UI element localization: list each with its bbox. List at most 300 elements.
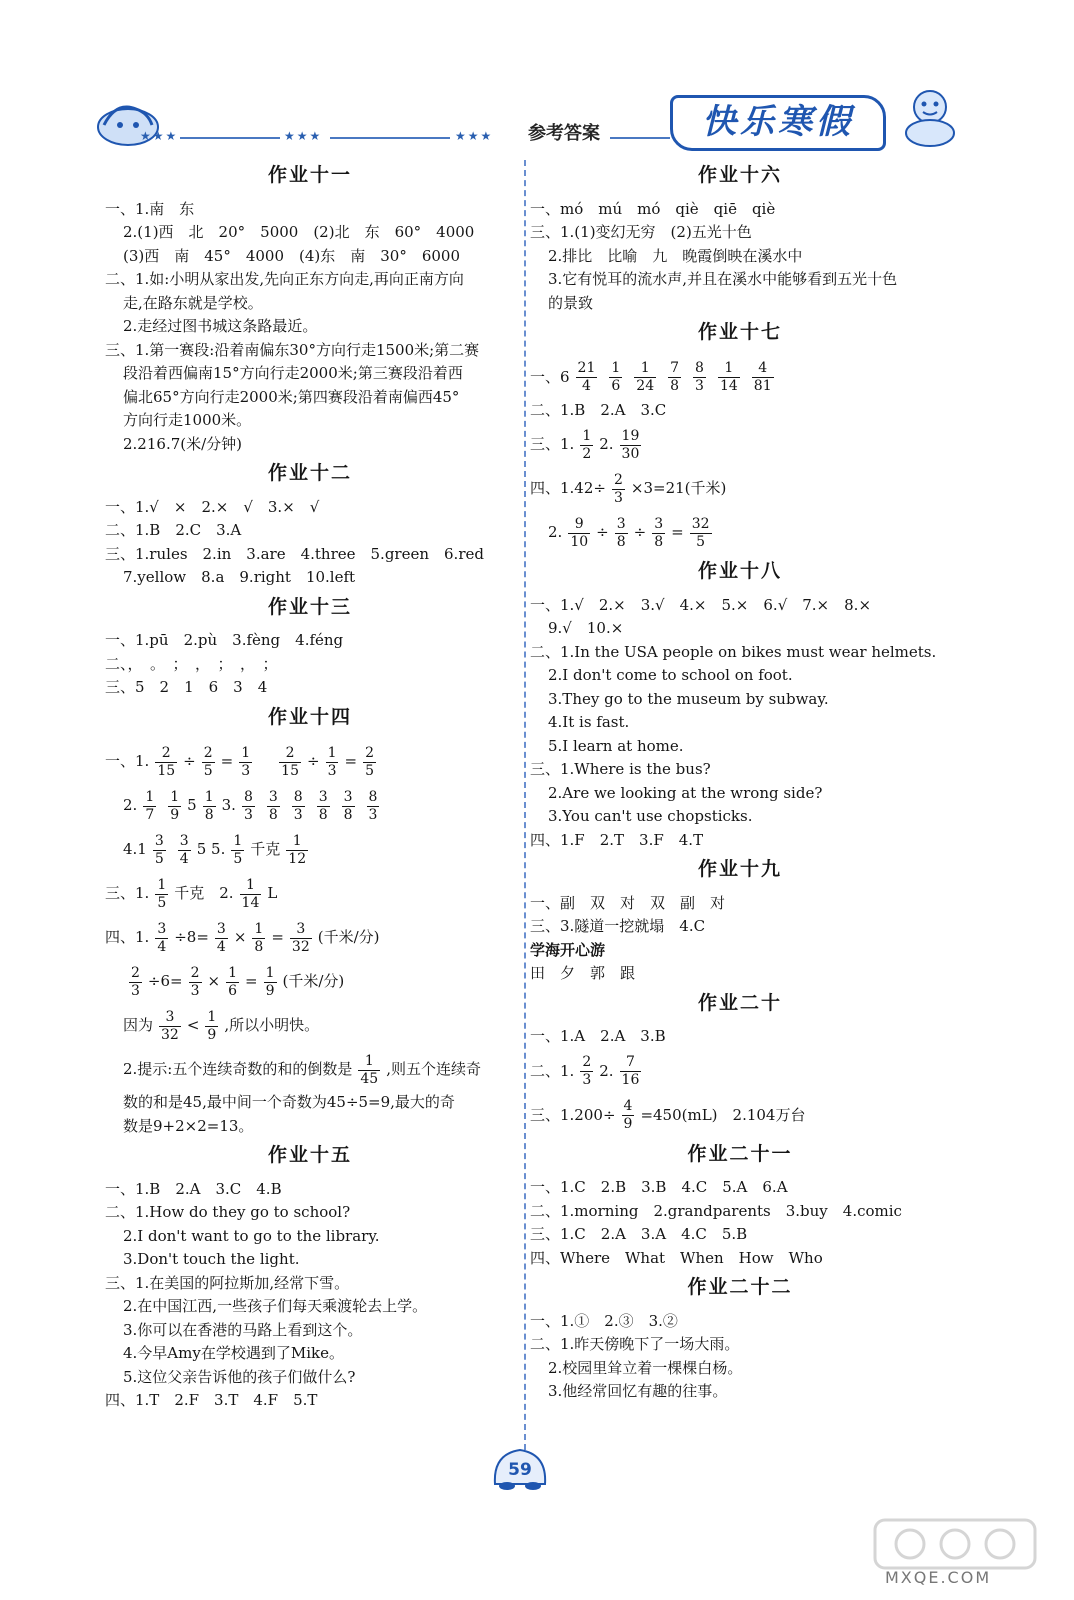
answer-line: 田 夕 郭 跟 (530, 964, 636, 982)
answer-text: 四、1.42÷ (530, 479, 606, 497)
section-title: 作业十三 (267, 595, 352, 618)
section-title: 作业二十二 (687, 1276, 793, 1298)
denominator: 8 (254, 938, 264, 955)
answer-line: 三、1.在美国的阿拉斯加,经常下雪。 (105, 1273, 350, 1292)
section-homework-16 (530, 164, 950, 315)
numerator: 4 (752, 360, 774, 378)
header-rule (610, 137, 670, 139)
fraction (242, 789, 255, 824)
operator: ÷ (183, 752, 196, 770)
answer-line: 3.它有悦耳的流水声,并且在溪水中能够看到五光十色 (548, 270, 898, 288)
answer-line: 的景致 (548, 293, 594, 312)
answer-line: 四、Where What When How Who (530, 1248, 823, 1267)
denominator: 3 (695, 378, 704, 394)
fraction (240, 877, 262, 912)
numerator: 2 (365, 744, 374, 761)
fraction (317, 789, 330, 824)
item-label: 5. (211, 840, 226, 858)
section-homework-22 (530, 1276, 950, 1404)
answer-line: 2.排比 比喻 九 晚霞倒映在溪水中 (548, 246, 803, 265)
denominator: 3 (327, 762, 337, 779)
denominator: 8 (654, 533, 664, 550)
numerator: 1 (207, 1008, 217, 1025)
fraction (264, 965, 277, 1000)
answer-line: 4.今早Amy在学校遇到了Mike。 (123, 1344, 344, 1362)
fraction-line (105, 739, 515, 783)
numerator: 4 (623, 1098, 633, 1114)
item-label: 三、1. (530, 435, 575, 453)
numerator: 1 (358, 1053, 380, 1071)
fraction (668, 360, 681, 395)
fraction (690, 516, 712, 551)
numerator: 2 (582, 1054, 592, 1070)
denominator: 24 (636, 378, 655, 394)
fraction (155, 745, 177, 780)
answer-line: 2.I don't come to school on foot. (548, 666, 793, 684)
numerator: 3 (216, 920, 226, 937)
denominator: 15 (157, 762, 176, 779)
denominator: 9 (623, 1116, 633, 1132)
operator: < (186, 1016, 200, 1034)
answer-text: =450(mL) 2.104万台 (640, 1105, 806, 1124)
operator: = (220, 752, 234, 770)
fraction (363, 745, 376, 780)
section-title: 作业二十一 (687, 1142, 793, 1165)
answer-line: 3.他经常回忆有趣的往事。 (548, 1382, 728, 1400)
fraction (215, 921, 228, 956)
answer-line: 一、mó mú mó qiè qiē qiè (530, 199, 776, 218)
item-label: 2. (599, 435, 614, 453)
denominator: 14 (241, 894, 260, 911)
answer-line: 2.(1)西 北 20° 5000 (2)北 东 60° 4000 (123, 223, 475, 241)
numerator: 2 (190, 964, 200, 981)
fraction (189, 965, 202, 1000)
fraction (609, 360, 622, 395)
numerator: 8 (695, 360, 704, 376)
denominator: 5 (157, 894, 167, 911)
numerator: 2 (131, 964, 140, 981)
section-homework-12 (105, 462, 515, 590)
numerator: 7 (670, 360, 680, 376)
numerator: 2 (613, 471, 623, 488)
denominator: 45 (360, 1070, 379, 1087)
denominator: 2 (582, 445, 592, 462)
fraction (718, 360, 740, 395)
answer-text: 三、1.200÷ (530, 1105, 616, 1124)
section-title: 作业十八 (697, 560, 782, 582)
section-title: 作业十五 (267, 1144, 352, 1166)
item-label: 2. (599, 1061, 614, 1080)
denominator: 8 (616, 533, 626, 550)
fraction (580, 428, 593, 463)
answer-line: 3.你可以在香港的马路上看到这个。 (123, 1320, 363, 1339)
operator: = (245, 972, 258, 990)
denominator: 30 (621, 445, 640, 462)
answer-text: 因为 (123, 1016, 154, 1034)
fraction (202, 745, 215, 780)
numerator: 7 (620, 1054, 642, 1072)
numerator: 1 (157, 876, 167, 893)
fraction (153, 833, 166, 868)
fraction (367, 789, 380, 824)
denominator: 32 (161, 1026, 179, 1043)
numerator: 3 (157, 920, 167, 937)
answer-line: 一、副 双 对 双 副 对 (530, 893, 726, 912)
answer-line: 段沿着西偏南15°方向行走2000米;第三赛段沿着西 (123, 364, 463, 382)
numerator: 32 (691, 515, 710, 532)
brand-logo: 快乐寒假 (670, 95, 886, 151)
numerator: 1 (240, 877, 262, 895)
answer-line: 一、1.南 东 (105, 199, 195, 218)
denominator: 3 (243, 806, 253, 823)
fraction (155, 877, 168, 912)
item-label: 一、1. (105, 752, 150, 770)
answer-value: 一、6 (530, 367, 570, 386)
item-label: 三、1. (105, 884, 150, 902)
answer-line: 2.I don't want to go to the library. (123, 1226, 380, 1245)
answer-line: 二、1.B 2.A 3.C (530, 400, 667, 419)
operator: ÷ (306, 752, 320, 770)
section-homework-19 (530, 858, 950, 986)
unit: (千米/分) (317, 928, 380, 946)
denominator: 7 (145, 806, 155, 823)
answer-line: 学海开心游 (530, 940, 606, 959)
answer-value: 4.1 (123, 840, 147, 858)
page-number: 59 (508, 1460, 532, 1480)
numerator: 8 (368, 788, 378, 805)
answer-line: 二、， 。 ； ， ； ， ； (105, 654, 278, 673)
answer-line: 9.√ 10.× (548, 619, 624, 637)
answer-line: 数是9+2×2=13。 (123, 1116, 254, 1135)
answer-line: 二、1.B 2.C 3.A (105, 521, 242, 539)
numerator: 2 (155, 745, 177, 763)
answer-line: 二、1.How do they go to school? (105, 1203, 351, 1221)
fraction (168, 789, 181, 824)
fraction (752, 360, 774, 395)
denominator: 3 (131, 982, 140, 999)
answer-line: 2.在中国江西,一些孩子们每天乘渡轮去上学。 (123, 1297, 428, 1315)
item-label: 3. (221, 796, 236, 814)
snowman-mascot-icon (895, 85, 965, 147)
answer-line: 三、1.Where is the bus? (530, 760, 711, 778)
numerator: 1 (611, 360, 621, 376)
fraction (652, 516, 665, 551)
denominator: 12 (288, 850, 307, 867)
numerator: 3 (268, 788, 278, 805)
fraction-line (105, 1003, 515, 1047)
right-column (530, 158, 950, 1404)
denominator: 3 (613, 489, 623, 506)
fraction (622, 1098, 635, 1133)
answer-line: 三、1.C 2.A 3.A 4.C 5.B (530, 1225, 748, 1243)
fraction (159, 1009, 181, 1044)
denominator: 9 (170, 806, 180, 823)
numerator: 1 (228, 964, 238, 981)
numerator: 1 (327, 744, 337, 761)
answer-line: 3.You can't use chopsticks. (548, 807, 753, 825)
answer-line: 5.I learn at home. (548, 736, 684, 755)
answer-text: ,则五个连续奇 (386, 1060, 481, 1078)
operator: = (271, 928, 284, 946)
answer-line: 一、1.① 2.③ 3.② (530, 1311, 678, 1330)
denominator: 5 (696, 533, 706, 550)
star-ornament-icon: ★★★ (284, 129, 323, 143)
fraction-line (105, 915, 515, 959)
numerator: 1 (265, 964, 275, 981)
page-header (70, 85, 970, 155)
section-homework-20 (530, 992, 950, 1137)
fraction (279, 745, 301, 780)
fraction (231, 833, 244, 868)
section-homework-15 (105, 1144, 515, 1413)
fraction (326, 745, 339, 780)
star-ornament-icon: ★★★ (455, 129, 494, 143)
section-homework-17 (530, 321, 950, 554)
fraction (205, 1009, 218, 1044)
operator: ÷6= (147, 972, 183, 990)
numerator: 19 (621, 427, 640, 444)
numerator: 1 (170, 788, 180, 805)
answer-text: ,所以小明快。 (224, 1016, 320, 1034)
unit: L (267, 884, 278, 902)
operator: = (671, 523, 684, 541)
answer-line: 2.校园里耸立着一棵棵白杨。 (548, 1358, 743, 1377)
numerator: 9 (568, 516, 590, 534)
left-column (105, 158, 515, 1413)
numerator: 1 (254, 920, 264, 937)
fraction (580, 1054, 593, 1089)
denominator: 9 (207, 1026, 217, 1043)
page-number-badge (485, 1442, 555, 1492)
numerator: 3 (343, 788, 353, 805)
answer-line: 四、1.T 2.F 3.T 4.F 5.T (105, 1391, 318, 1409)
numerator: 2 (203, 744, 213, 761)
denominator: 3 (582, 1072, 592, 1088)
denominator: 15 (281, 762, 299, 779)
answer-line: 三、1.rules 2.in 3.are 4.three 5.green 6.red (105, 544, 484, 563)
answer-line: 7.yellow 8.a 9.right 10.left (123, 568, 356, 586)
fraction (252, 921, 265, 956)
denominator: 3 (190, 982, 200, 999)
answer-line: 一、1.B 2.A 3.C 4.B (105, 1179, 282, 1198)
numerator: 3 (290, 921, 312, 939)
fraction-line (530, 422, 950, 466)
section-title: 作业十一 (267, 164, 352, 186)
denominator: 8 (343, 806, 353, 823)
fraction (612, 472, 625, 507)
answer-line: 2.216.7(米/分钟) (123, 434, 243, 453)
fraction-line (530, 466, 950, 510)
answer-line: 二、1.In the USA people on bikes must wear helmets. (530, 642, 937, 661)
denominator: 5 (203, 762, 213, 779)
fraction (203, 789, 216, 824)
denominator: 9 (265, 982, 275, 999)
denominator: 8 (268, 806, 278, 823)
numerator: 3 (159, 1009, 181, 1027)
section-title: 作业十四 (267, 705, 352, 728)
numerator: 8 (293, 788, 303, 805)
fraction (155, 921, 168, 956)
operator: × (233, 928, 247, 946)
denominator: 4 (157, 938, 167, 955)
numerator: 1 (286, 833, 308, 851)
denominator: 8 (318, 806, 328, 823)
operator: ÷ (596, 523, 609, 541)
header-rule (180, 137, 280, 139)
answer-line: 4.It is fast. (548, 713, 630, 731)
fraction-line (105, 1047, 515, 1091)
column-divider (524, 160, 526, 1450)
item-label: 四、1. (105, 928, 150, 946)
fraction (615, 516, 628, 551)
operator: ÷ (633, 523, 647, 541)
denominator: 3 (241, 762, 251, 779)
fraction (178, 833, 191, 868)
answer-line: 3.Don't touch the light. (123, 1250, 300, 1268)
fraction-line (530, 1093, 950, 1137)
fraction (342, 789, 355, 824)
denominator: 16 (621, 1072, 640, 1088)
watermark-site: MXQE.COM (885, 1568, 992, 1587)
numerator: 1 (145, 788, 155, 805)
denominator: 4 (582, 378, 591, 394)
denominator: 81 (753, 378, 772, 394)
numerator: 3 (616, 515, 626, 532)
numerator: 1 (634, 360, 656, 378)
denominator: 3 (293, 806, 303, 823)
numerator: 2 (279, 745, 301, 763)
numerator: 1 (582, 427, 592, 444)
fraction (568, 516, 590, 551)
denominator: 5 (154, 850, 164, 867)
section-title: 作业十七 (697, 321, 782, 343)
answer-line: 二、1.如:小明从家出发,先向正东方向走,再向正南方向 (105, 270, 464, 288)
numerator: 3 (654, 515, 664, 532)
item-label: 二、1. (530, 1061, 575, 1080)
answer-text: ×3=21(千米) (630, 479, 727, 497)
answer-text: 2.提示:五个连续奇数的和的倒数是 (123, 1060, 353, 1078)
numerator: 3 (318, 788, 328, 805)
header-rule (330, 137, 450, 139)
numerator: 1 (241, 744, 251, 761)
section-homework-21 (530, 1143, 950, 1271)
answer-line: 三、3.隧道一挖就塌 4.C (530, 917, 706, 935)
answer-line: (3)西 南 45° 4000 (4)东 南 30° 6000 (123, 246, 461, 265)
answer-line: 走,在路东就是学校。 (123, 293, 263, 312)
denominator: 5 (233, 850, 243, 867)
fraction-line (530, 1049, 950, 1093)
section-title: 作业十二 (267, 462, 352, 484)
fraction (143, 789, 156, 824)
answer-line: 数的和是45,最中间一个奇数为45÷5=9,最大的奇 (123, 1093, 455, 1111)
fraction (620, 428, 642, 463)
item-label: 2. (548, 523, 563, 541)
denominator: 4 (179, 850, 189, 867)
denominator: 8 (670, 378, 680, 394)
fraction (239, 745, 252, 780)
answer-line: 二、1.morning 2.grandparents 3.buy 4.comic (530, 1201, 902, 1220)
denominator: 5 (365, 762, 374, 779)
section-title: 作业十六 (697, 164, 782, 186)
denominator: 6 (228, 982, 238, 999)
section-title: 作业十九 (697, 858, 782, 880)
fraction-line (530, 355, 950, 399)
answer-line: 三、1.(1)变幻无穷 (2)五光十色 (530, 223, 752, 241)
denominator: 32 (291, 938, 310, 955)
denominator: 3 (368, 806, 378, 823)
fraction-line (105, 871, 515, 915)
fraction (226, 965, 239, 1000)
answer-line: 5.这位父亲告诉他的孩子们做什么? (123, 1367, 356, 1386)
answer-line: 二、1.昨天傍晚下了一场大雨。 (530, 1335, 740, 1353)
fraction (358, 1053, 380, 1088)
fraction (286, 833, 308, 868)
operator: × (207, 972, 221, 990)
fraction (576, 360, 598, 395)
fraction-line (105, 783, 515, 827)
section-homework-18 (530, 560, 950, 852)
answer-value: 5 (196, 840, 207, 858)
unit: 千克 2. (174, 884, 234, 902)
answer-line: 一、1.C 2.B 3.B 4.C 5.A 6.A (530, 1178, 788, 1196)
answer-value: 5 (187, 796, 197, 814)
answer-line: 3.They go to the museum by subway. (548, 689, 829, 708)
unit: (千米/分) (282, 972, 345, 990)
denominator: 6 (611, 378, 621, 394)
answer-line: 偏北65°方向行走2000米;第四赛段沿着南偏西45° (123, 387, 460, 406)
item-label: 2. (123, 796, 138, 814)
fraction (129, 965, 142, 1000)
answer-line: 三、1.第一赛段:沿着南偏东30°方向行走1500米;第二赛 (105, 340, 480, 359)
answer-line: 2.走经过图书城这条路最近。 (123, 317, 318, 335)
section-homework-13 (105, 596, 515, 700)
denominator: 10 (570, 533, 589, 550)
answer-line: 一、1.pū 2.pù 3.fèng 4.féng (105, 631, 344, 649)
answer-line: 2.Are we looking at the wrong side? (548, 783, 823, 802)
answer-line: 一、1.A 2.A 3.B (530, 1027, 666, 1045)
fraction (634, 360, 656, 395)
denominator: 4 (216, 938, 226, 955)
answer-line: 三、5 2 1 6 3 4 (105, 678, 268, 696)
operator: = (344, 752, 358, 770)
star-ornament-icon: ★★★ (140, 129, 179, 143)
answer-line: 四、1.F 2.T 3.F 4.T (530, 830, 704, 849)
fraction (290, 921, 312, 956)
answer-line: 方向行走1000米。 (123, 411, 252, 429)
fraction-line (105, 827, 515, 871)
section-homework-11 (105, 164, 515, 456)
section-title: 作业二十 (697, 991, 782, 1014)
answer-line: 一、1.√ 2.× 3.√ 4.× 5.× 6.√ 7.× 8.× (530, 595, 872, 614)
numerator: 21 (577, 360, 596, 376)
numerator: 1 (233, 832, 243, 849)
numerator: 3 (179, 832, 189, 849)
fraction (693, 360, 706, 395)
denominator: 14 (719, 378, 738, 394)
fraction (267, 789, 280, 824)
numerator: 8 (243, 788, 253, 805)
section-homework-14 (105, 706, 515, 1139)
answer-line: 一、1.√ × 2.× √ 3.× √ (105, 497, 320, 516)
unit: 千克 (250, 840, 281, 858)
numerator: 3 (154, 832, 164, 849)
header-title: 参考答案 (528, 123, 600, 144)
numerator: 1 (718, 360, 740, 378)
fraction-line (105, 959, 515, 1003)
fraction (292, 789, 305, 824)
fraction-line (530, 510, 950, 554)
operator: ÷8= (174, 928, 209, 946)
